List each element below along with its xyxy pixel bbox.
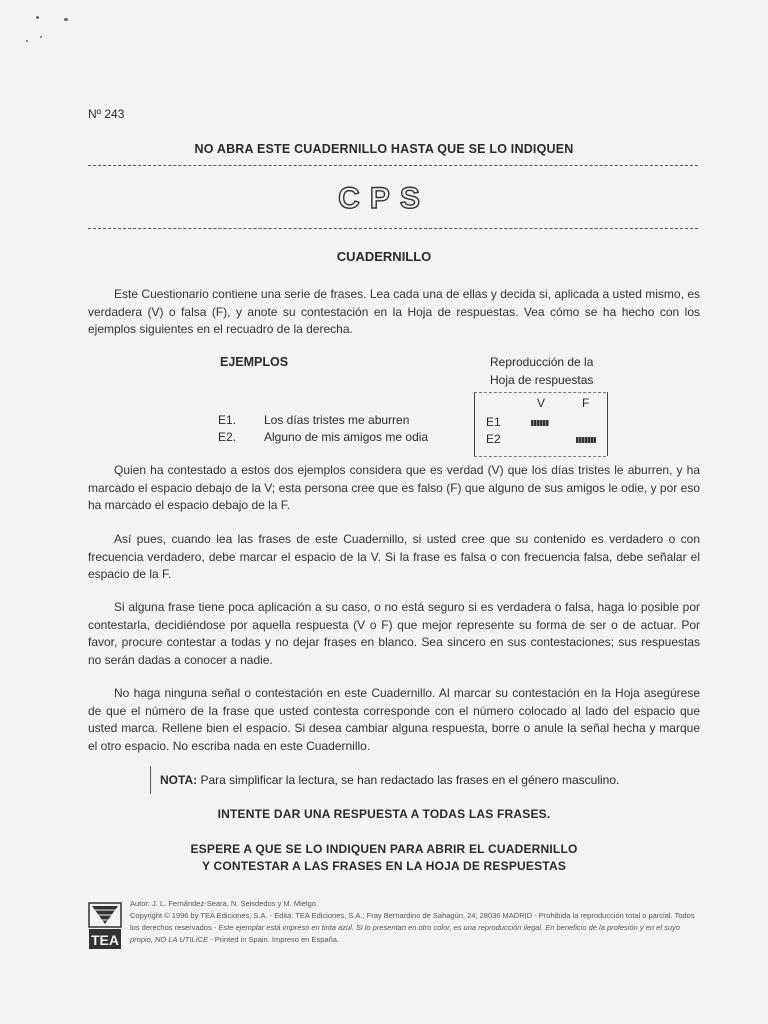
paragraph-text: Si alguna frase tiene poca aplicación a su caso, o no está seguro si es verdadera o falsa, haga lo posible por contestarla, decidiéndose por aquella respuesta (V o F) que mejor represente su forma de ser o de actuar. Por favor, procure contestar a todas y no dejar frases en blanco. Sea sincero en sus contestaciones; sus respuestas no serán dadas a conocer a nadie. — [88, 600, 700, 667]
intro-text: Este Cuestionario contiene una serie de frases. Lea cada una de ellas y decida si, aplicada a usted mismo, es verdadera (V) o falsa (F), y anote su contestación en la Hoja de respuestas. Vea cómo se ha hecho con los ejemplos siguientes en el recuadro de la derecha. — [88, 287, 700, 336]
example-text: Los días tristes me aburren — [264, 413, 410, 427]
do-not-open-warning: NO ABRA ESTE CUADERNILLO HASTA QUE SE LO INDIQUEN — [194, 142, 574, 156]
example-text: Alguno de mis amigos me odia — [264, 430, 429, 444]
paragraph — [88, 599, 700, 669]
paragraph — [88, 531, 700, 584]
intro-paragraph — [88, 286, 700, 339]
sample-row-code: E1 — [486, 415, 501, 429]
filled-mark-v — [531, 420, 549, 426]
logo-text: TEA — [91, 932, 119, 948]
paragraph-text: Así pues, cuando lea las frases de este Cuadernillo, si usted cree que su contenido es verdadero o con frecuencia verdadero, debe marcar el espacio de la V. Si la frase es falsa o con frecuencia falsa, debe señalar el espacio de la F. — [88, 532, 700, 581]
booklet-subtitle: CUADERNILLO — [336, 249, 432, 264]
example-code: E2. — [218, 430, 237, 444]
sample-row-code: E2 — [486, 432, 501, 446]
paragraph — [88, 462, 700, 515]
column-f-header: F — [582, 396, 590, 410]
credits-printed: - Printed in Spain. Impreso en España. — [210, 935, 340, 944]
credits — [130, 898, 702, 946]
speck — [64, 18, 68, 21]
example-code: E1. — [218, 413, 237, 427]
instruction-answer-all: INTENTE DAR UNA RESPUESTA A TODAS LAS FRASES. — [217, 807, 551, 821]
note — [160, 773, 619, 787]
credits-authors: Autor: J. L. Fernández-Seara, N. Seisdedos y M. Mielgo. — [130, 899, 319, 908]
sample-border — [474, 392, 606, 393]
instruction-answer-sheet: Y CONTESTAR A LAS FRASES EN LA HOJA DE RESPUESTAS — [201, 859, 567, 873]
speck — [36, 16, 39, 19]
reproduction-label: Reproducción de la Hoja de respuestas — [490, 355, 594, 387]
tea-logo-icon — [88, 902, 122, 950]
divider — [88, 165, 698, 166]
speck — [26, 40, 28, 42]
examples-title: EJEMPLOS — [220, 355, 289, 369]
credits-warning: Este ejemplar está impreso en tinta azul. Si lo presentan en otro color, es una reproducción ilegal. En beneficio de la profesión y en el suyo propio, NO LA UTILICE — [130, 923, 680, 944]
note-label: NOTA: — [160, 773, 198, 787]
test-title: CPS — [338, 182, 430, 215]
paragraph-text: Quien ha contestado a estos dos ejemplos considera que es verdad (V) que los días tristes le aburren, y ha marcado el espacio debajo de la V; esta persona cree que es falso (F) que alguno de sus amigos le odie, y por eso ha marcado el espacio debajo de la F. — [88, 463, 700, 512]
paragraph-text: No haga ninguna señal o contestación en este Cuadernillo. Al marcar su contestación en la Hoja asegúrese de que el número de la frase que usted contesta corresponde con el número colocado al lado del espacio que usted marca. Rellene bien el espacio. Si desea cambiar alguna respuesta, borre o anule la señal hecha y marque el otro espacio. No escriba nada en este Cuadernillo. — [88, 686, 700, 753]
note-bracket — [150, 766, 151, 794]
booklet-number: Nº 243 — [88, 107, 125, 121]
filled-mark-f — [576, 437, 596, 443]
instruction-wait: ESPERE A QUE SE LO INDIQUEN PARA ABRIR EL CUADERNILLO — [190, 842, 578, 856]
note-text: Para simplificar la lectura, se han redactado las frases en el género masculino. — [200, 773, 620, 787]
credits-copyright: Copyright © 1996 by TEA Ediciones, S.A. - Edita: TEA Ediciones, S.A.; Fray Bernardino de Sahagún, 24; 28036 MADRID - Prohibida la reproducción total o parcial. Todos los derechos reservados - — [130, 911, 695, 932]
sample-border — [474, 456, 606, 457]
divider — [88, 228, 698, 229]
column-v-header: V — [537, 396, 546, 410]
speck — [40, 36, 42, 38]
paragraph — [88, 685, 700, 755]
